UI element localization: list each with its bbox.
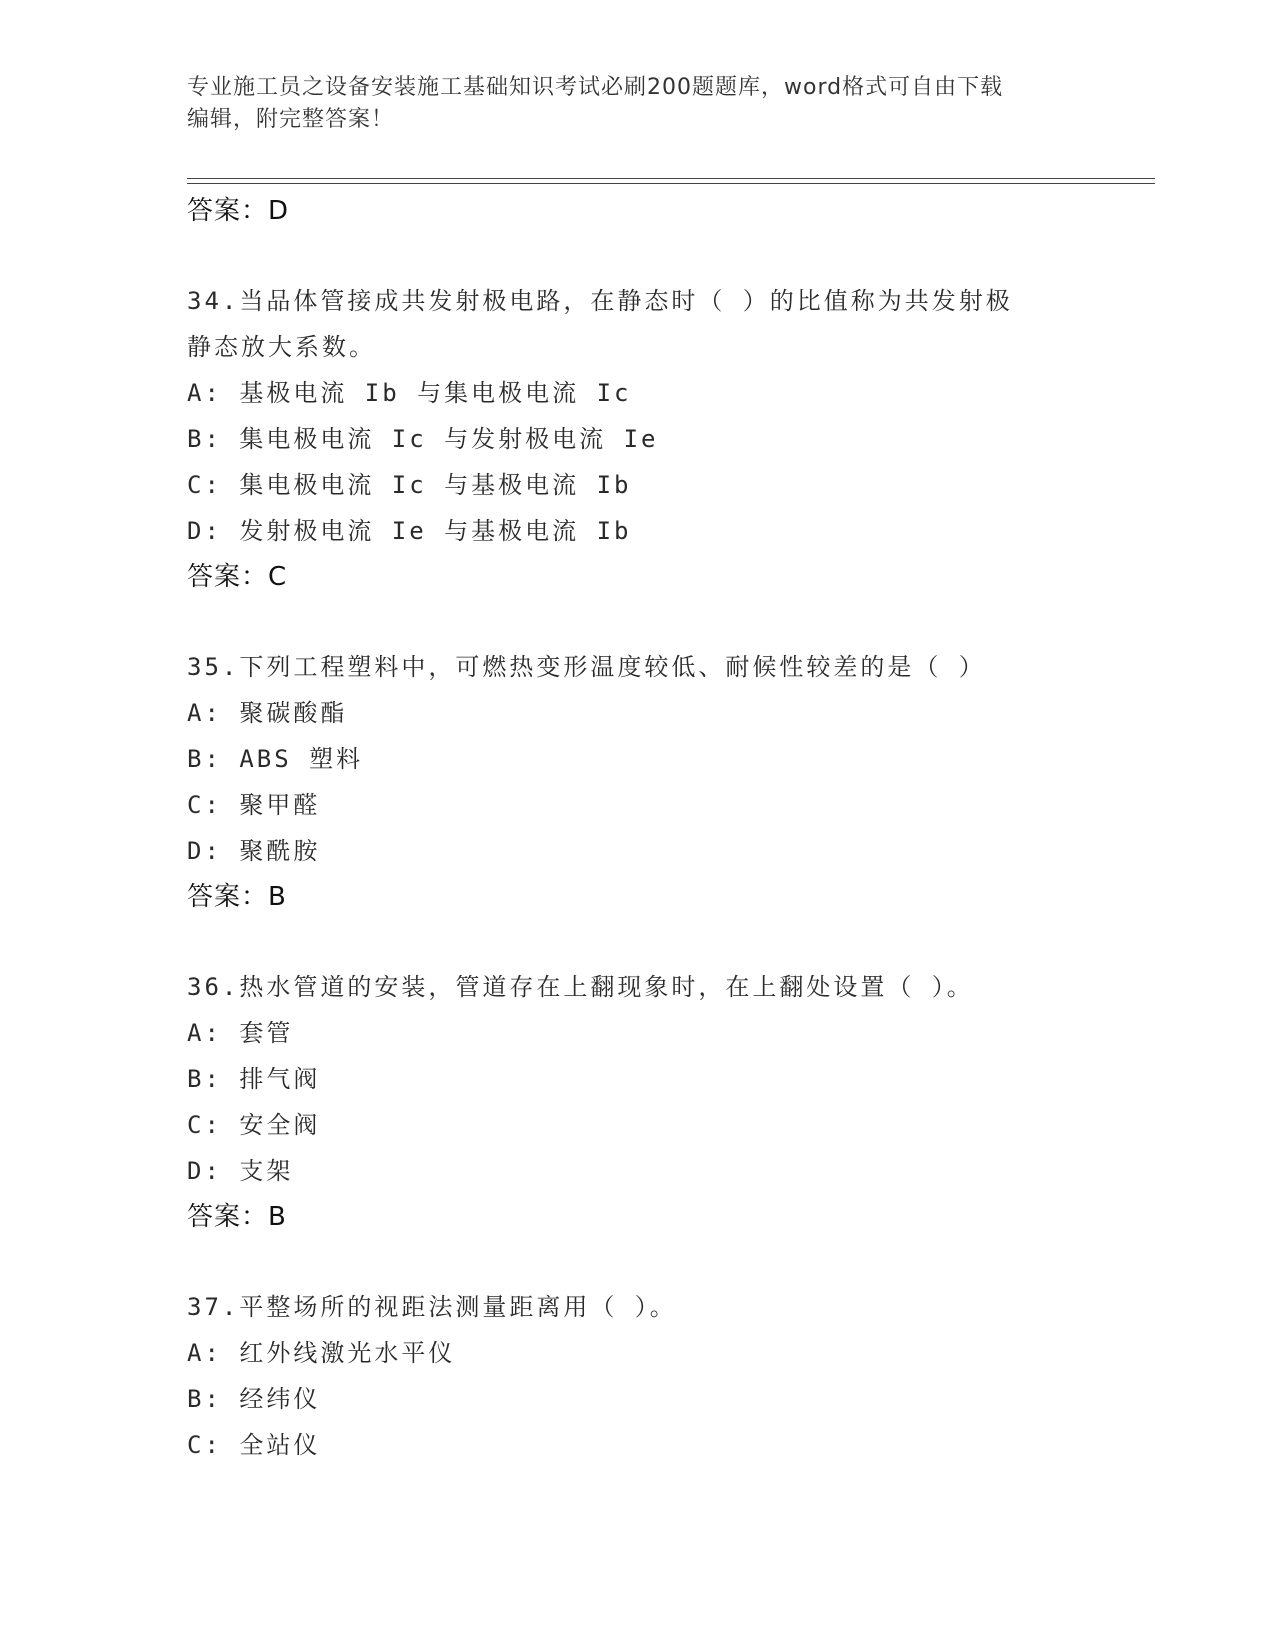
option-c: C: 安全阀 [187,1111,321,1139]
question-block [187,278,1067,600]
option-b: B: 集电极电流 Ic 与发射极电流 Ie [187,425,659,453]
header-title-line-2: 编辑，附完整答案！ [187,107,395,132]
header-divider-top [187,178,1155,179]
option-d: D: 支架 [187,1157,294,1185]
previous-answer: 答案：D [187,196,290,226]
question-stem: 35.下列工程塑料中，可燃热变形温度较低、耐候性较差的是（ ） [187,653,986,681]
question-stem-continued: 静态放大系数。 [187,333,376,361]
option-c: C: 全站仪 [187,1431,321,1459]
spacer [187,600,1067,644]
question-stem: 36.热水管道的安装，管道存在上翻现象时，在上翻处设置（ ）。 [187,973,974,1001]
spacer [187,920,1067,964]
question-block [187,1284,1067,1468]
question-stem: 37.平整场所的视距法测量距离用（ ）。 [187,1293,677,1321]
document-body [187,188,1067,1468]
header-title-line-1: 专业施工员之设备安装施工基础知识考试必刷200题题库，word格式可自由下载 [187,75,1004,100]
answer-line: 答案：B [187,1202,287,1232]
spacer [187,234,1067,278]
question-stem: 34.当品体管接成共发射极电路，在静态时（ ）的比值称为共发射极 [187,287,1013,315]
answer-line: 答案：B [187,882,287,912]
question-block [187,964,1067,1240]
option-a: A: 红外线激光水平仪 [187,1339,456,1367]
document-header [187,72,1067,136]
answer-line: 答案：C [187,562,288,592]
question-block [187,644,1067,920]
spacer [187,1240,1067,1284]
option-a: A: 套管 [187,1019,294,1047]
option-c: C: 集电极电流 Ic 与基极电流 Ib [187,471,632,499]
option-c: C: 聚甲醛 [187,791,321,819]
option-d: D: 聚酰胺 [187,837,321,865]
option-b: B: 排气阀 [187,1065,321,1093]
option-d: D: 发射极电流 Ie 与基极电流 Ib [187,517,632,545]
option-b: B: 经纬仪 [187,1385,321,1413]
option-a: A: 基极电流 Ib 与集电极电流 Ic [187,379,632,407]
option-b: B: ABS 塑料 [187,745,364,773]
header-divider-bottom [187,183,1155,184]
option-a: A: 聚碳酸酯 [187,699,348,727]
